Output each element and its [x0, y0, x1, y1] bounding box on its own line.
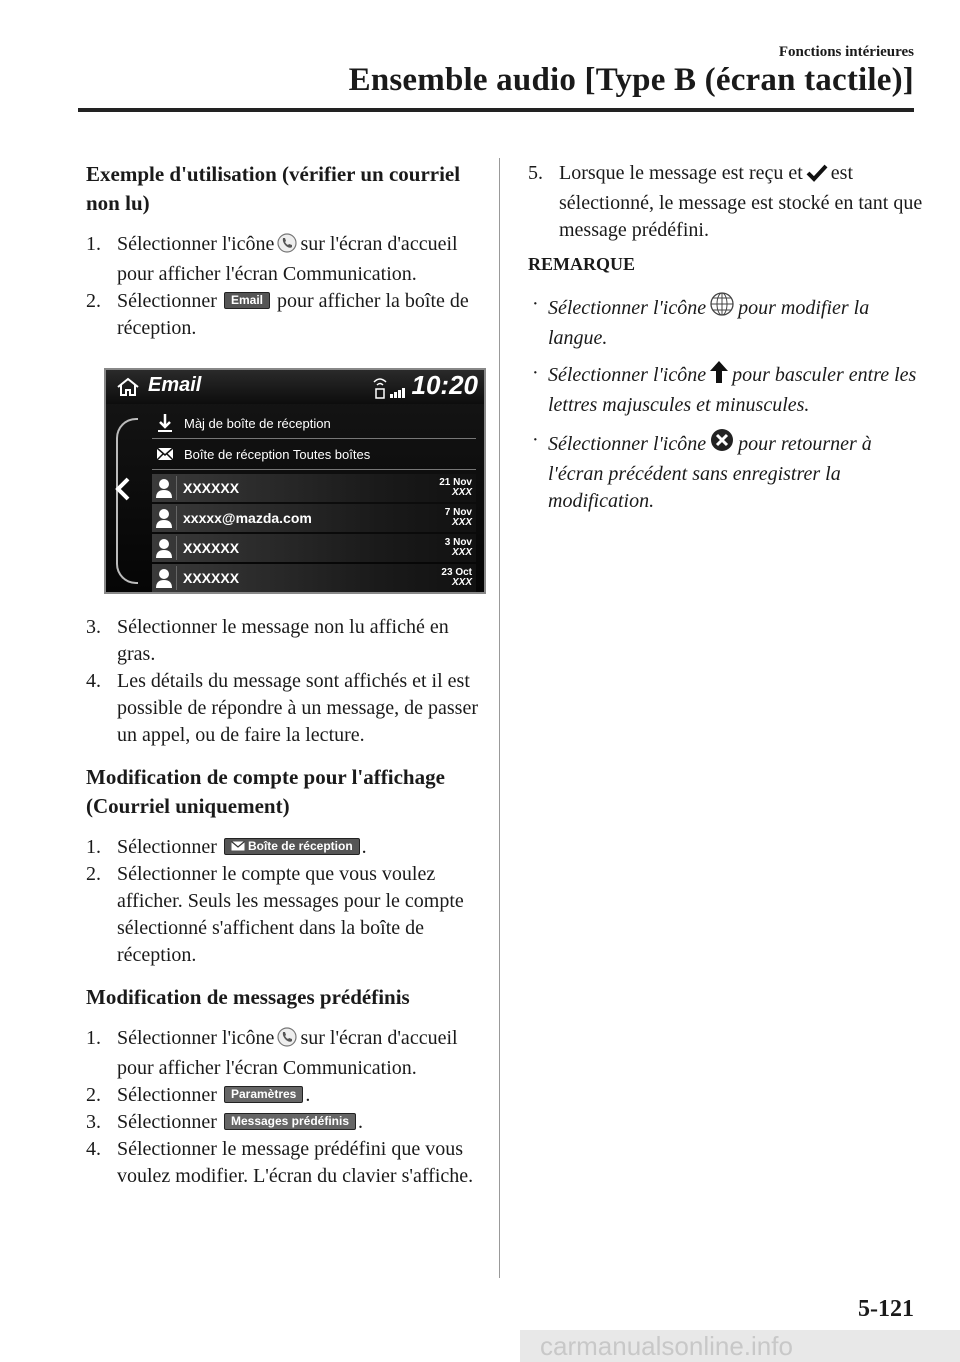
steps-predefined — [86, 1025, 481, 1190]
page-title: Ensemble audio [Type B (écran tactile)] — [348, 62, 914, 98]
heading-example: Exemple d'utilisation (vérifier un courriel non lu) — [86, 162, 461, 215]
envelope-icon — [152, 447, 178, 461]
update-inbox-row: Màj de boîte de réception — [152, 408, 476, 439]
screen-title: Email — [148, 374, 202, 396]
back-chevron-icon — [114, 476, 132, 507]
step-4: 4. Sélectionner le message prédéfini que vous voulez modifier. L'écran du clavier s'affiche. — [86, 1138, 474, 1187]
message-row: XXXXXX 23 Oct XXX — [152, 564, 476, 592]
column-divider — [499, 158, 500, 1278]
step-2: 2. Sélectionner Paramètres . — [86, 1084, 311, 1106]
screen-clock: 10:20 — [411, 370, 478, 400]
checkmark-icon — [806, 163, 828, 190]
steps-predefined-cont — [528, 160, 928, 244]
section-label: Fonctions intérieures — [778, 44, 914, 60]
step-3: 3. Sélectionner Messages prédéfinis . — [86, 1111, 364, 1133]
contact-icon — [152, 506, 177, 530]
email-screen-illustration — [104, 368, 486, 594]
step-5: 5. Lorsque le message est reçu et est sélectionné, le message est stocké en tant que message prédéfini. — [528, 162, 923, 241]
step-1: 1. Sélectionner l'icône sur l'écran d'accueil pour afficher l'écran Communication. — [86, 233, 458, 285]
message-row: xxxxx@mazda.com 7 Nov XXX — [152, 504, 476, 532]
page-number: 5-121 — [858, 1296, 914, 1322]
heading-predefined: Modification de messages prédéfinis — [86, 985, 410, 1009]
steps-example-cont — [86, 614, 481, 749]
step-2: 2. Sélectionner Email pour afficher la boîte de réception. — [86, 290, 469, 339]
settings-button: Paramètres — [224, 1086, 303, 1103]
left-column — [86, 160, 481, 1200]
remark-item: · Sélectionner l'icône pour retourner à l'écran précédent sans enregistrer la modification. — [532, 429, 872, 512]
step-1: 1. Sélectionner l'icône sur l'écran d'accueil pour afficher l'écran Communication. — [86, 1027, 458, 1079]
message-row: XXXXXX 3 Nov XXX — [152, 534, 476, 562]
contact-icon — [152, 536, 177, 560]
inbox-filter-row: Boîte de réception Toutes boîtes — [152, 439, 476, 470]
home-icon — [116, 377, 140, 402]
step-2: 2. Sélectionner le compte que vous voulez afficher. Seuls les messages pour le compte sélectionné s'affichent dans la boîte de réception. — [86, 863, 464, 966]
step-4: 4. Les détails du message sont affichés et il est possible de répondre à un message, de passer un appel, ou de faire la lecture. — [86, 670, 478, 746]
signal-icon — [368, 374, 408, 407]
message-row: XXXXXX 21 Nov XXX — [152, 474, 476, 502]
right-column — [528, 160, 928, 523]
download-icon — [152, 413, 178, 433]
header-rule — [78, 108, 914, 112]
predefined-messages-button: Messages prédéfinis — [224, 1113, 356, 1130]
remark-item: · Sélectionner l'icône pour modifier la langue. — [532, 293, 870, 349]
step-1: 1. Sélectionner Boîte de réception . — [86, 836, 367, 858]
phone-icon — [277, 233, 297, 261]
heading-account: Modification de compte pour l'affichage (Courriel uniquement) — [86, 765, 445, 818]
step-3: 3. Sélectionner le message non lu affiché en gras. — [86, 616, 449, 665]
contact-icon — [152, 566, 177, 590]
contact-icon — [152, 476, 177, 500]
remark-item: · Sélectionner l'icône pour basculer entre les lettres majuscules et minuscules. — [532, 362, 917, 416]
inbox-button: Boîte de réception — [224, 838, 360, 855]
close-circle-icon — [709, 427, 735, 461]
footer-watermark: carmanualsonline.info — [520, 1330, 960, 1362]
email-button: Email — [224, 292, 270, 309]
globe-icon — [709, 291, 735, 325]
shift-arrow-icon — [709, 360, 729, 392]
steps-account — [86, 834, 481, 969]
steps-example — [86, 231, 481, 342]
screen-list — [152, 408, 476, 594]
phone-icon — [277, 1027, 297, 1055]
remark-heading: REMARQUE — [528, 254, 635, 274]
